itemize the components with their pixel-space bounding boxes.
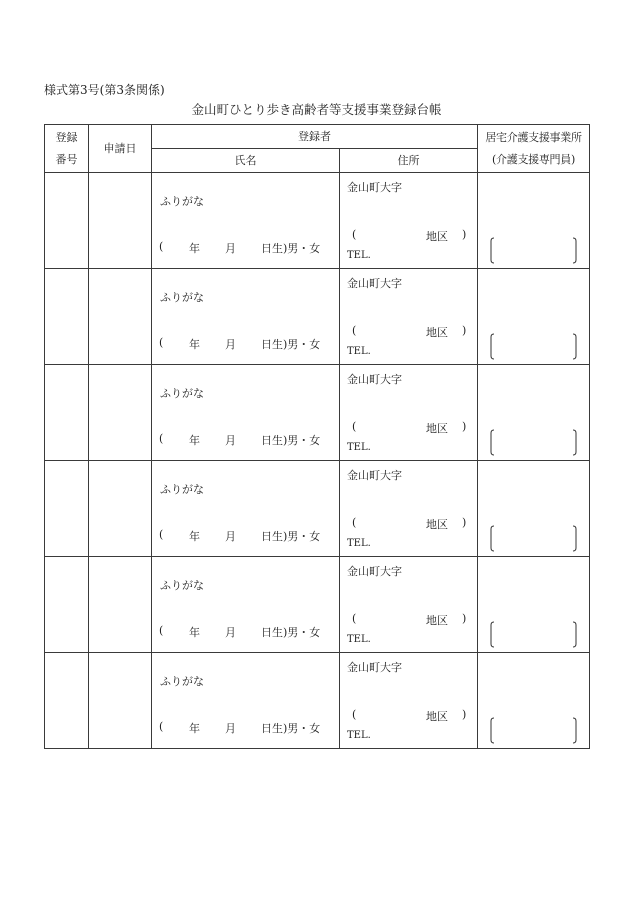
care-office-field[interactable] [478, 557, 590, 653]
care-office-field[interactable] [478, 365, 590, 461]
name-field[interactable] [152, 653, 340, 749]
address-field[interactable] [340, 557, 478, 653]
care-office-field[interactable] [478, 653, 590, 749]
address-town-label: 金山町大字 [347, 469, 402, 482]
birth-open-paren: ( [159, 336, 164, 349]
tel-label: TEL. [347, 538, 371, 549]
registration-number-field[interactable] [45, 461, 89, 557]
birth-day-gender-label: 日生)男・女 [261, 626, 321, 639]
care-manager-bracket[interactable] [490, 525, 577, 552]
name-field[interactable] [152, 557, 340, 653]
birth-month-label: 月 [225, 434, 236, 447]
table-row [45, 557, 590, 653]
birth-month-label: 月 [225, 626, 236, 639]
tel-label: TEL. [347, 250, 371, 261]
registration-number-field[interactable] [45, 173, 89, 269]
bracket-icon [490, 237, 577, 264]
district-close-paren: ) [462, 516, 467, 529]
header-name: 氏名 [152, 149, 340, 173]
tel-label: TEL. [347, 634, 371, 645]
table-row [45, 461, 590, 557]
header-application-date: 申請日 [89, 125, 152, 173]
birth-month-label: 月 [225, 722, 236, 735]
address-field[interactable] [340, 365, 478, 461]
application-date-field[interactable] [89, 557, 152, 653]
district-label: 地区 [426, 230, 448, 243]
district-label: 地区 [426, 518, 448, 531]
table-row [45, 269, 590, 365]
header-reg-no-line1: 登録 [55, 130, 78, 144]
address-field[interactable] [340, 461, 478, 557]
name-field[interactable] [152, 173, 340, 269]
register-table [44, 124, 590, 749]
application-date-field[interactable] [89, 365, 152, 461]
district-close-paren: ) [462, 420, 467, 433]
header-row-1 [45, 125, 590, 149]
district-close-paren: ) [462, 708, 467, 721]
district-close-paren: ) [462, 228, 467, 241]
birth-open-paren: ( [159, 432, 164, 445]
district-open-paren: ( [352, 420, 357, 433]
birth-day-gender-label: 日生)男・女 [261, 242, 321, 255]
birth-day-gender-label: 日生)男・女 [261, 434, 321, 447]
birth-gender-line [159, 528, 320, 544]
registration-number-field[interactable] [45, 653, 89, 749]
header-office-line1: 居宅介護支援事業所 [485, 130, 582, 144]
district-open-paren: ( [352, 228, 357, 241]
tel-label: TEL. [347, 346, 371, 357]
district-open-paren: ( [352, 708, 357, 721]
care-office-field[interactable] [478, 173, 590, 269]
birth-year-label: 年 [189, 722, 200, 735]
header-care-office [478, 125, 590, 173]
birth-open-paren: ( [159, 624, 164, 637]
address-field[interactable] [340, 173, 478, 269]
tel-label: TEL. [347, 442, 371, 453]
birth-year-label: 年 [189, 338, 200, 351]
birth-gender-line [159, 336, 320, 352]
birth-year-label: 年 [189, 530, 200, 543]
birth-year-label: 年 [189, 242, 200, 255]
address-town-label: 金山町大字 [347, 661, 402, 674]
care-office-field[interactable] [478, 461, 590, 557]
address-field[interactable] [340, 269, 478, 365]
birth-month-label: 月 [225, 530, 236, 543]
application-date-field[interactable] [89, 653, 152, 749]
address-town-label: 金山町大字 [347, 181, 402, 194]
tel-label: TEL. [347, 730, 371, 741]
district-label: 地区 [426, 710, 448, 723]
district-label: 地区 [426, 326, 448, 339]
register-entries [45, 173, 590, 749]
furigana-label: ふりがな [160, 291, 204, 304]
care-manager-bracket[interactable] [490, 621, 577, 648]
birth-month-label: 月 [225, 242, 236, 255]
furigana-label: ふりがな [160, 387, 204, 400]
application-date-field[interactable] [89, 461, 152, 557]
name-field[interactable] [152, 365, 340, 461]
address-town-label: 金山町大字 [347, 565, 402, 578]
birth-open-paren: ( [159, 528, 164, 541]
district-open-paren: ( [352, 612, 357, 625]
header-registrant: 登録者 [152, 125, 478, 149]
registration-number-field[interactable] [45, 557, 89, 653]
bracket-icon [490, 429, 577, 456]
header-address: 住所 [340, 149, 478, 173]
registration-number-field[interactable] [45, 365, 89, 461]
table-row [45, 173, 590, 269]
furigana-label: ふりがな [160, 579, 204, 592]
birth-year-label: 年 [189, 434, 200, 447]
birth-gender-line [159, 432, 320, 448]
district-open-paren: ( [352, 516, 357, 529]
registration-number-field[interactable] [45, 269, 89, 365]
birth-gender-line [159, 720, 320, 736]
care-manager-bracket[interactable] [490, 333, 577, 360]
name-field[interactable] [152, 461, 340, 557]
care-office-field[interactable] [478, 269, 590, 365]
header-reg-no-line2: 番号 [55, 152, 78, 166]
name-field[interactable] [152, 269, 340, 365]
furigana-label: ふりがな [160, 675, 204, 688]
header-office-line2: (介護支援専門員) [492, 152, 575, 166]
application-date-field[interactable] [89, 173, 152, 269]
birth-day-gender-label: 日生)男・女 [261, 722, 321, 735]
birth-open-paren: ( [159, 720, 164, 733]
birth-day-gender-label: 日生)男・女 [261, 530, 321, 543]
address-town-label: 金山町大字 [347, 373, 402, 386]
district-label: 地区 [426, 614, 448, 627]
bracket-icon [490, 621, 577, 648]
birth-month-label: 月 [225, 338, 236, 351]
birth-gender-line [159, 240, 320, 256]
bracket-icon [490, 525, 577, 552]
birth-day-gender-label: 日生)男・女 [261, 338, 321, 351]
application-date-field[interactable] [89, 269, 152, 365]
care-manager-bracket[interactable] [490, 429, 577, 456]
district-open-paren: ( [352, 324, 357, 337]
district-close-paren: ) [462, 324, 467, 337]
table-row [45, 365, 590, 461]
birth-year-label: 年 [189, 626, 200, 639]
care-manager-bracket[interactable] [490, 237, 577, 264]
table-row [45, 653, 590, 749]
form-number: 様式第3号(第3条関係) [44, 83, 165, 97]
birth-gender-line [159, 624, 320, 640]
header-registration-number [45, 125, 89, 173]
district-label: 地区 [426, 422, 448, 435]
furigana-label: ふりがな [160, 483, 204, 496]
address-field[interactable] [340, 653, 478, 749]
furigana-label: ふりがな [160, 195, 204, 208]
bracket-icon [490, 333, 577, 360]
district-close-paren: ) [462, 612, 467, 625]
care-manager-bracket[interactable] [490, 717, 577, 744]
birth-open-paren: ( [159, 240, 164, 253]
document-title: 金山町ひとり歩き高齢者等支援事業登録台帳 [191, 102, 442, 117]
address-town-label: 金山町大字 [347, 277, 402, 290]
bracket-icon [490, 717, 577, 744]
